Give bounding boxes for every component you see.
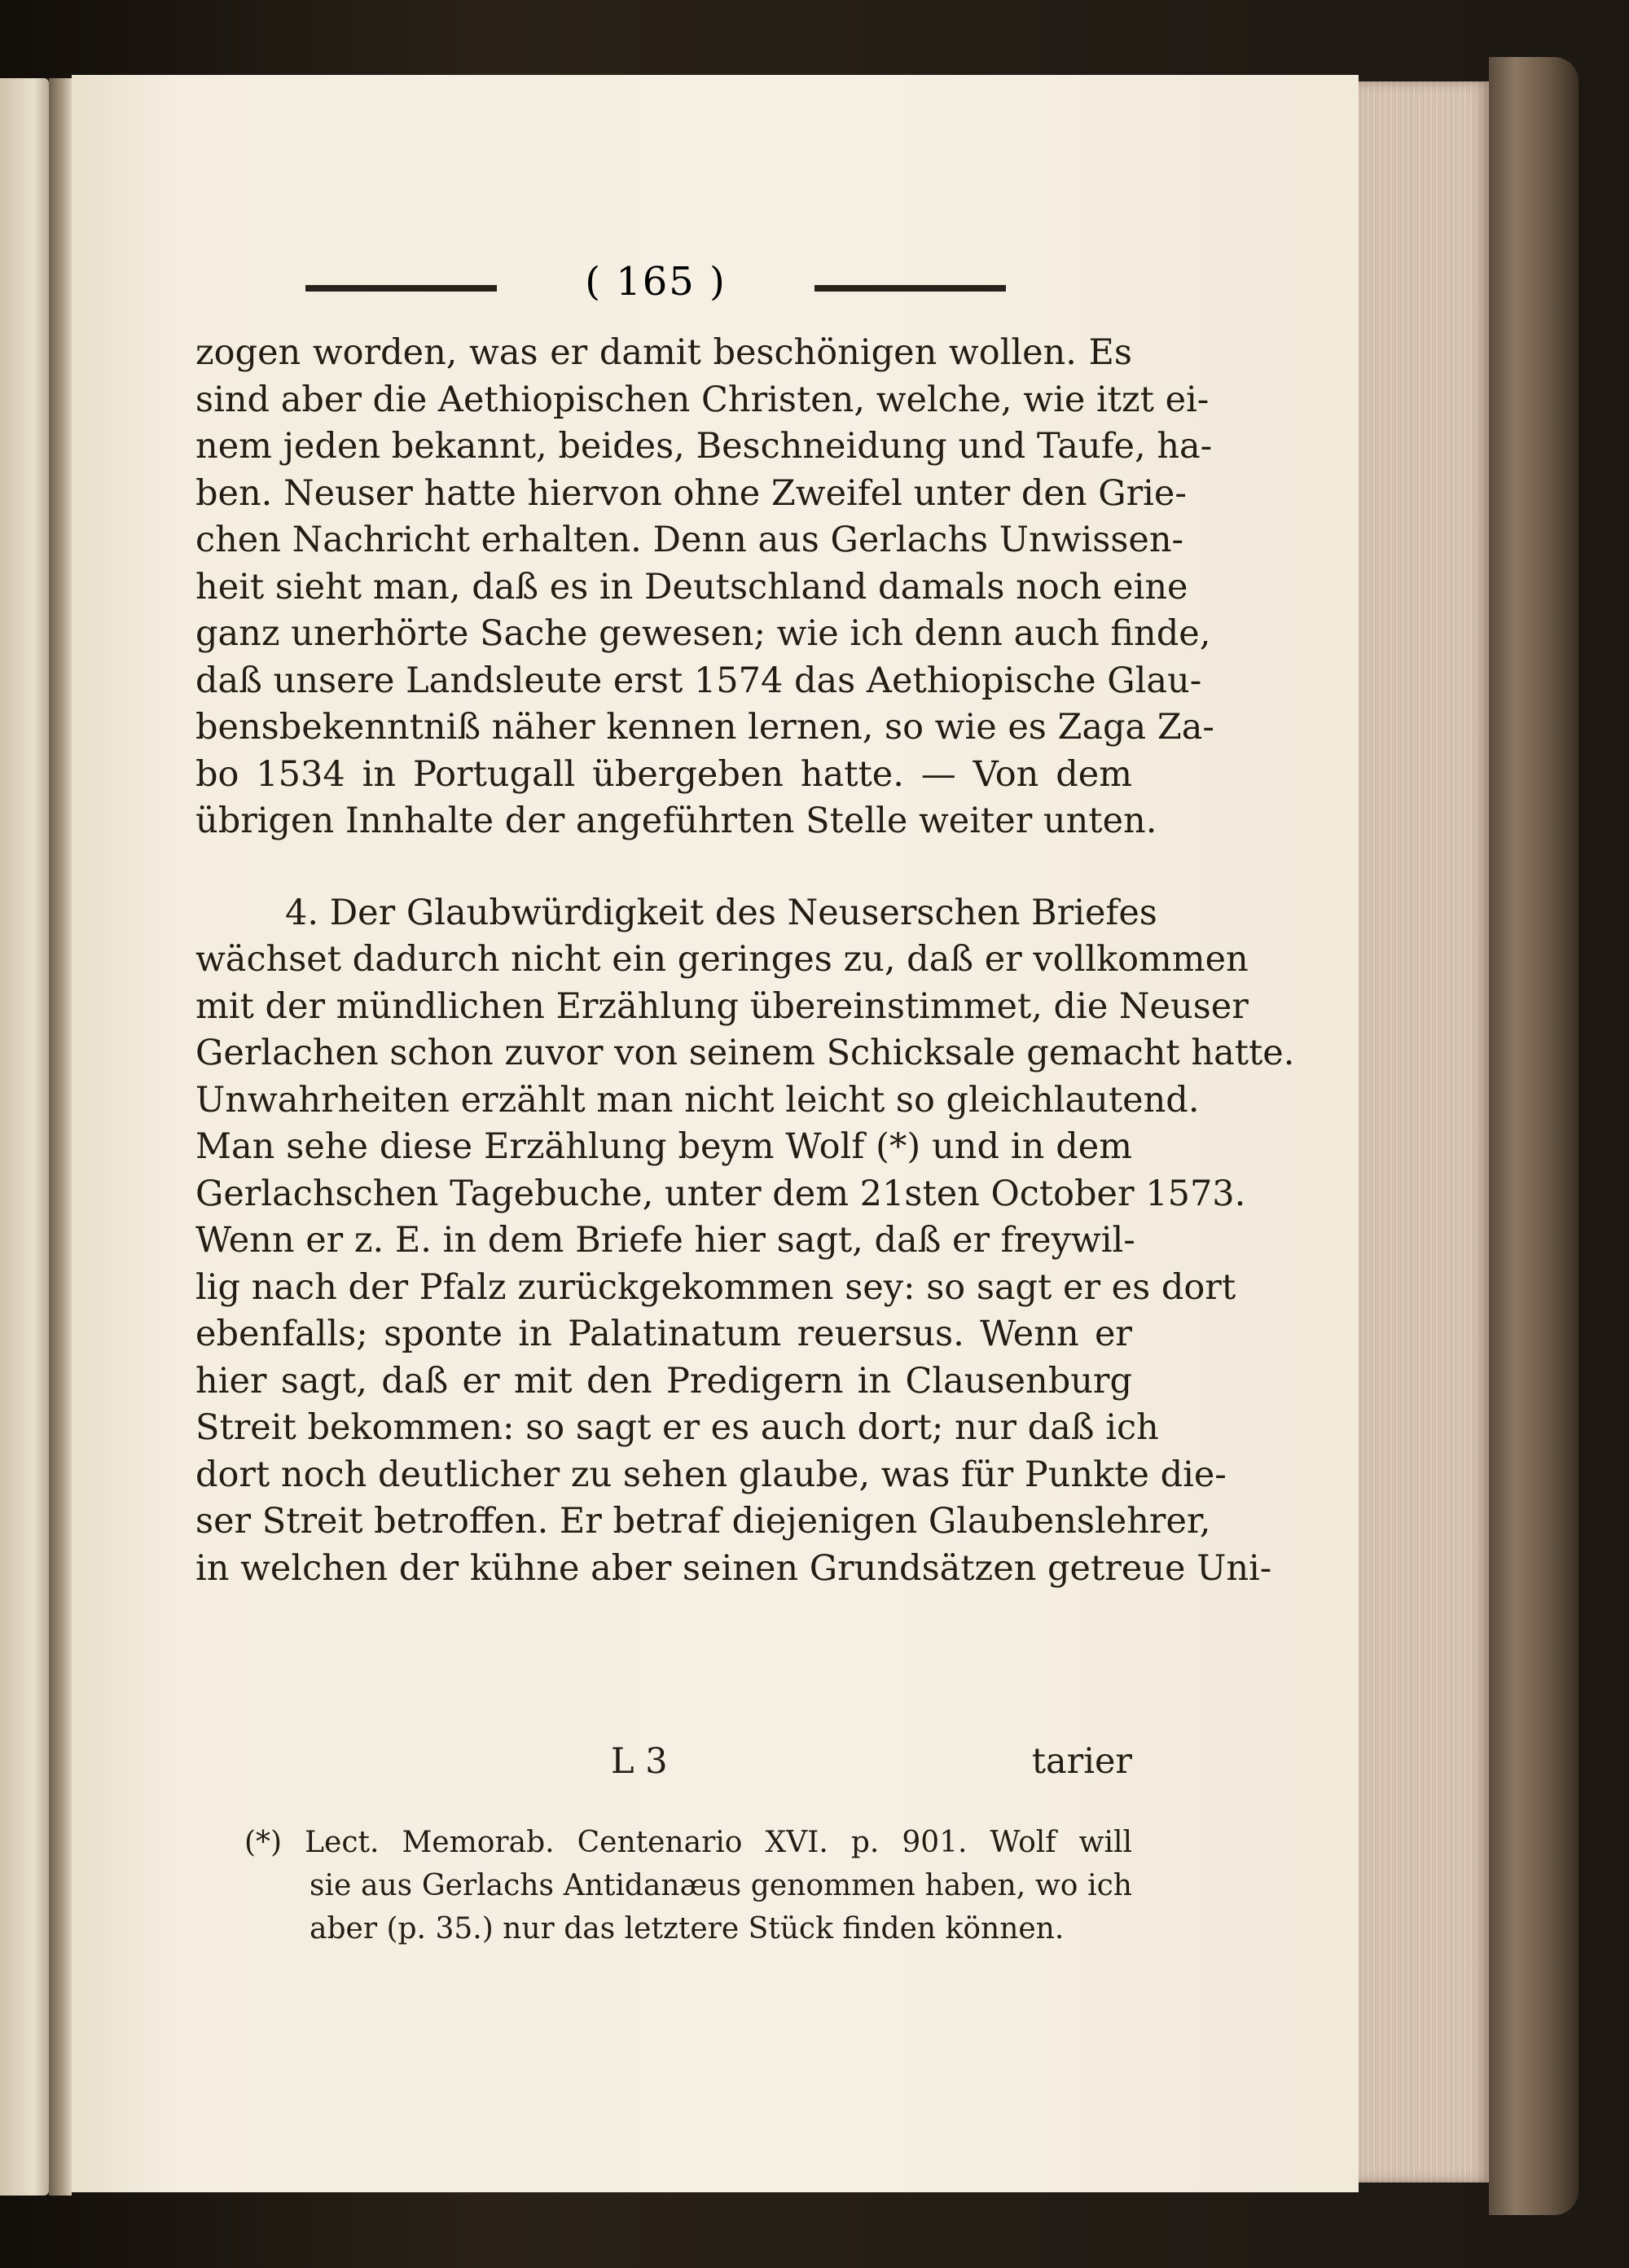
footnote-line: (*) Lect. Memorab. Centenario XVI. p. 901. Wolf will <box>244 1826 1132 1859</box>
text-line: lig nach der Pfalz zurückgekommen sey: so sagt er es dort <box>195 1266 1236 1308</box>
page-number: ( 165 ) <box>585 259 727 305</box>
paragraph-gap <box>195 845 1132 890</box>
text-line: Wenn er z. E. in dem Briefe hier sagt, daß er freywil- <box>195 1220 1135 1261</box>
catchword: tarier <box>1031 1741 1132 1782</box>
text-line: ben. Neuser hatte hiervon ohne Zweifel unter den Grie- <box>195 472 1187 514</box>
text-line: 4. Der Glaubwürdigkeit des Neuserschen Briefes <box>285 892 1157 933</box>
body-text <box>195 330 1295 1592</box>
text-line: chen Nachricht erhalten. Denn aus Gerlachs Unwissen- <box>195 520 1184 560</box>
previous-page-edge <box>0 78 49 2196</box>
footnote-line: aber (p. 35.) nur das letztere Stück finden können. <box>310 1912 1065 1946</box>
page-block-edges <box>1359 81 1489 2182</box>
text-line: ebenfalls; sponte in Palatinatum reuersus. Wenn er <box>195 1314 1132 1354</box>
text-line: nem jeden bekannt, beides, Beschneidung und Taufe, ha- <box>195 426 1213 467</box>
text-line: Streit bekommen: so sagt er es auch dort; nur daß ich <box>195 1407 1159 1448</box>
text-line: übrigen Innhalte der angeführten Stelle weiter unten. <box>195 801 1157 841</box>
text-line: Gerlachen schon zuvor von seinem Schicksale gemacht hatte. <box>195 1033 1295 1073</box>
text-line: bensbekenntniß näher kennen lernen, so wie es Zaga Za- <box>195 707 1214 748</box>
text-line: ganz unerhörte Sache gewesen; wie ich denn auch finde, <box>195 613 1211 654</box>
book-cover-edge <box>1489 57 1579 2215</box>
text-line: zogen worden, was er damit beschönigen wollen. Es <box>195 332 1132 373</box>
text-line: dort noch deutlicher zu sehen glaube, was für Punkte die- <box>195 1454 1227 1495</box>
footnote <box>244 1821 1132 1950</box>
text-line: mit der mündlichen Erzählung übereinstimmet, die Neuser <box>195 985 1249 1027</box>
text-line: Unwahrheiten erzählt man nicht leicht so gleichlautend. <box>195 1079 1200 1121</box>
text-line: heit sieht man, daß es in Deutschland damals noch eine <box>195 566 1188 608</box>
header-rule-right <box>814 285 1006 292</box>
text-line: Man sehe diese Erzählung beym Wolf (*) und in dem <box>195 1126 1132 1167</box>
page-header <box>305 259 1006 316</box>
text-line: in welchen der kühne aber seinen Grundsätzen getreue Uni- <box>195 1547 1272 1589</box>
text-line: ser Streit betroffen. Er betraf diejenigen Glaubenslehrer, <box>195 1501 1211 1542</box>
text-line: bo 1534 in Portugall übergeben hatte. — Von dem <box>195 753 1132 795</box>
signature-row <box>195 1741 1132 1790</box>
text-line: Gerlachschen Tagebuche, unter dem 21sten October 1573. <box>195 1173 1246 1214</box>
text-line: daß unsere Landsleute erst 1574 das Aethiopische Glau- <box>195 660 1202 701</box>
book-gutter <box>49 78 72 2196</box>
signature-mark: L 3 <box>611 1741 668 1782</box>
text-line: wächset dadurch nicht ein geringes zu, daß er vollkommen <box>195 939 1249 980</box>
footnote-line: sie aus Gerlachs Antidanæus genommen haben, wo ich <box>310 1869 1132 1902</box>
text-line: hier sagt, daß er mit den Predigern in Clausenburg <box>195 1360 1132 1402</box>
text-line: sind aber die Aethiopischen Christen, welche, wie itzt ei- <box>195 379 1210 420</box>
